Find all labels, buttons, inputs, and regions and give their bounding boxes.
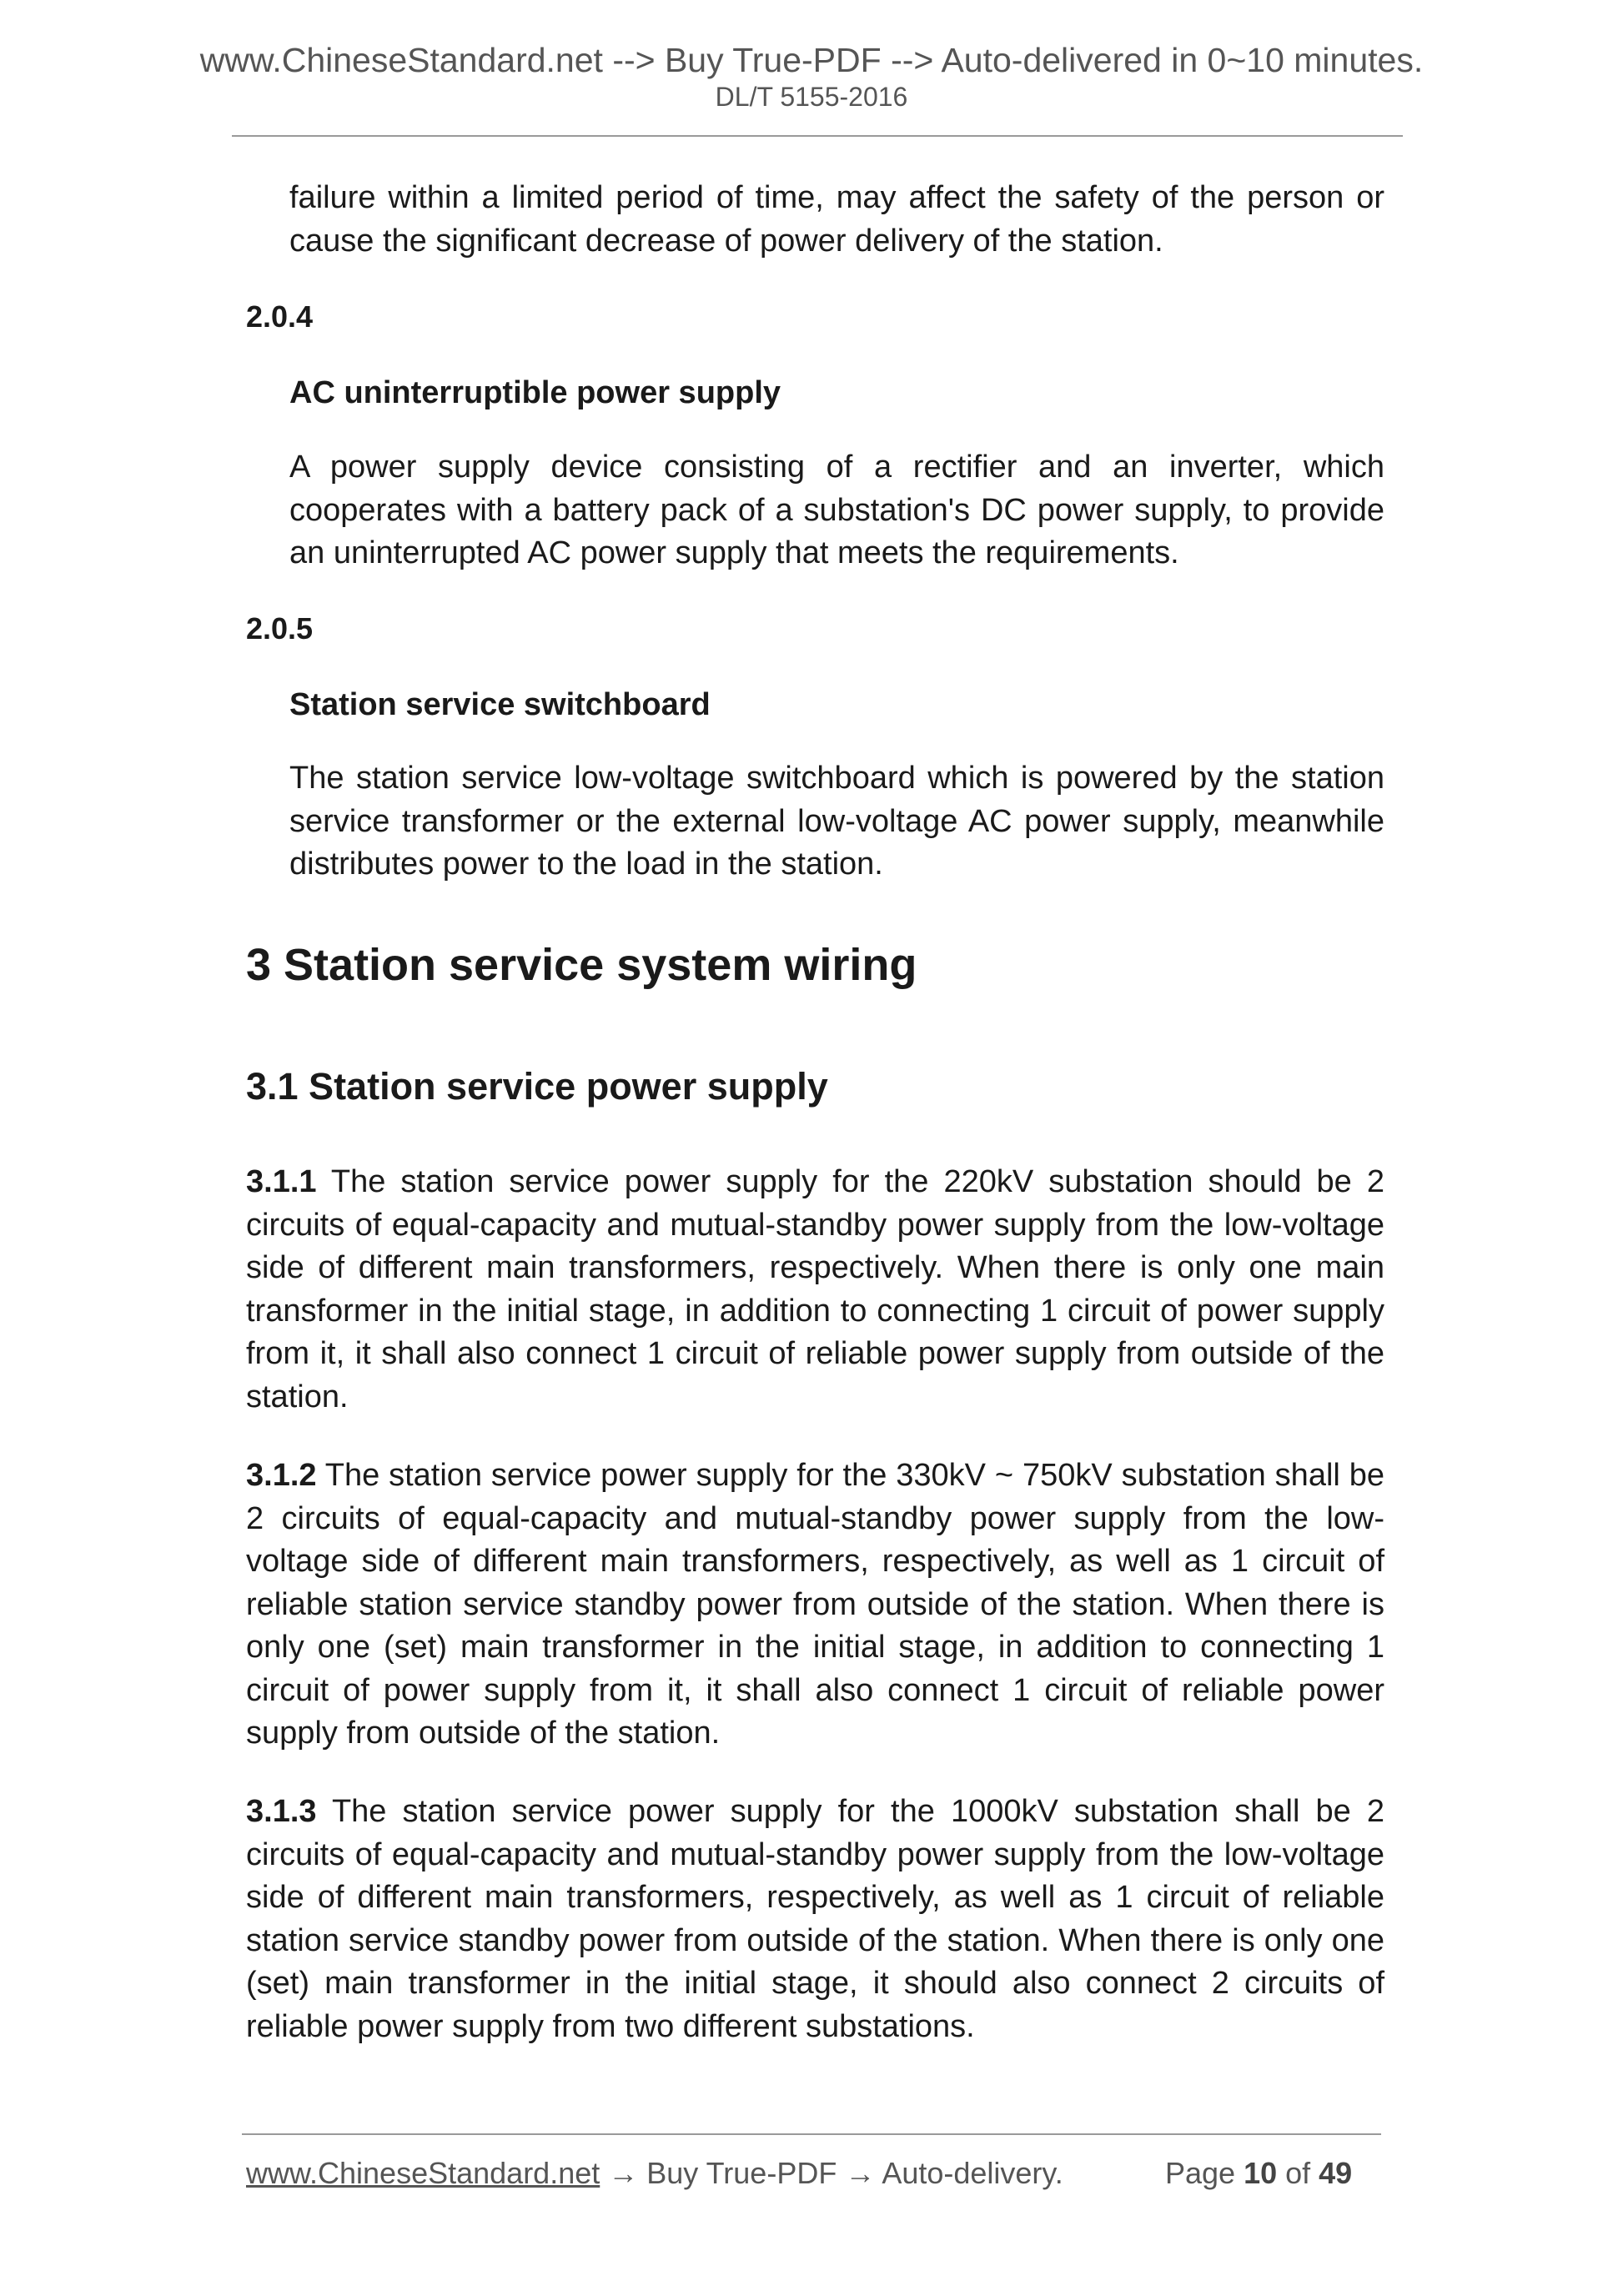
intro-paragraph: failure within a limited period of time, may affect the safety of the person or cause the significant decrease of power delivery of the station. — [289, 180, 1384, 259]
clause-number: 3.1.2 — [246, 1458, 317, 1493]
header-divider — [232, 135, 1403, 137]
clause-text: The station service power supply for the 330kV ~ 750kV substation shall be 2 circuits of equal-capacity and mutual-standby power supply from the low-voltage side of different main transformers, respectively, as well as 1 circuit of reliable station service standby power from outside of the station. When there is only one (set) main transformer in the initial stage, in addition to connecting 1 circuit of power supply from it, it shall also connect 1 circuit of reliable power supply from outside of the station. — [246, 1458, 1384, 1751]
term-number: 2.0.5 — [246, 611, 314, 646]
section-heading: 3.1 Station service power supply — [246, 1065, 828, 1108]
page-indicator — [1165, 2158, 1352, 2188]
clause-text: The station service power supply for the 1000kV substation shall be 2 circuits of equal-capacity and mutual-standby power supply from the low-voltage side of different main transformers, respectively, as well as 1 circuit of reliable station service standby power from outside of the station. When there is only one (set) main transformer in the initial stage, it should also connect 2 circuits of reliable power supply from two different substations. — [246, 1794, 1384, 2044]
chapter-heading: 3 Station service system wiring — [246, 940, 917, 990]
clause-paragraph — [246, 1791, 1384, 2048]
term-title: Station service switchboard — [289, 687, 711, 722]
footer-left — [246, 2158, 1063, 2188]
clause-number: 3.1.1 — [246, 1164, 317, 1199]
term-definition: The station service low-voltage switchboard which is powered by the station service transformer or the external low-voltage AC power supply, meanwhile distributes power to the load in the station. — [289, 761, 1384, 882]
clause-paragraph — [246, 1454, 1384, 1756]
page-current: 10 — [1244, 2156, 1278, 2190]
clause-paragraph — [246, 1161, 1384, 1419]
clause-text: The station service power supply for the 220kV substation should be 2 circuits of equal-capacity and mutual-standby power supply from the low-voltage side of different main transformers, respectively. When there is only one main transformer in the initial stage, in addition to connecting 1 circuit of power supply from it, it shall also connect 1 circuit of reliable power supply from outside of the station. — [246, 1164, 1384, 1414]
document-number: DL/T 5155-2016 — [715, 82, 908, 112]
footer-tagline: → Buy True-PDF → Auto-delivery. — [600, 2156, 1063, 2190]
banner: www.ChineseStandard.net --> Buy True-PDF --> Auto-delivered in 0~10 minutes. — [199, 41, 1424, 79]
page-total: 49 — [1319, 2156, 1353, 2190]
clause-number: 3.1.3 — [246, 1794, 317, 1829]
term-number: 2.0.4 — [246, 299, 314, 334]
footer-divider — [242, 2133, 1381, 2135]
term-title: AC uninterruptible power supply — [289, 375, 781, 410]
page-word: Page — [1165, 2156, 1244, 2190]
footer-site-link[interactable]: www.ChineseStandard.net — [246, 2156, 600, 2190]
of-word: of — [1277, 2156, 1319, 2190]
term-definition: A power supply device consisting of a rectifier and an inverter, which cooperates with a battery pack of a substation's DC power supply, to provide an uninterrupted AC power supply that meets the requirements. — [289, 450, 1384, 570]
